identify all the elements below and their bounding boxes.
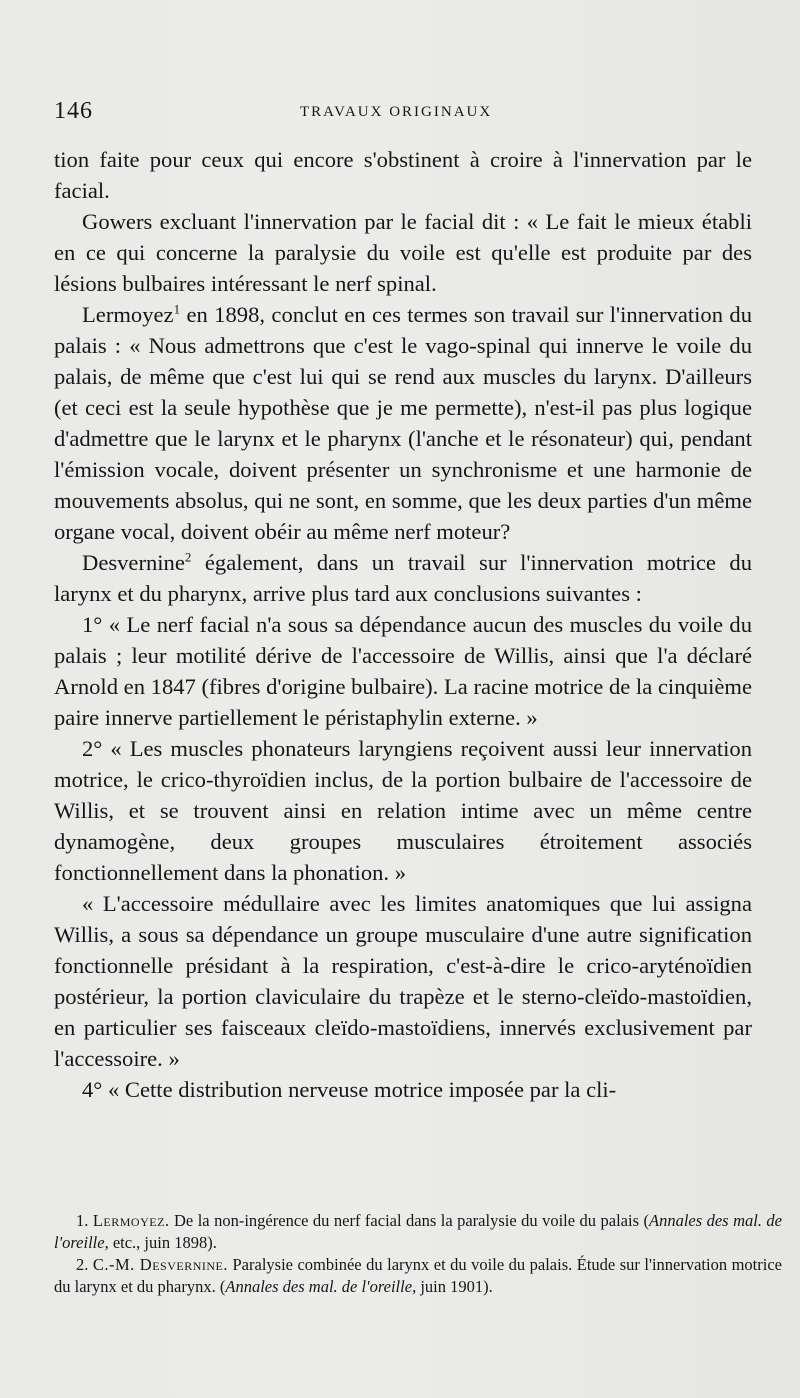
paragraph: « L'accessoire médullaire avec les limites anatomiques que lui assigna Willis, a sous sa dépendance un groupe musculaire d'une autre signification fonctionnelle présidant à la respiration, c'est-à-dire le crico-aryténoïdien postérieur, la portion claviculaire du trapèze et le sterno-cleïdo-mastoïdien, en particulier ses faisceaux cleïdo-mastoïdiens, innervés exclusivement par l'accessoire. » [54,891,752,1071]
journal-title: Annales des mal. de l'oreille [225,1277,413,1296]
paragraph: Lermoyez$^1$ en 1898, conclut en ces termes son travail sur l'innervation du palais : « Nous admettrons que c'est le vago-spinal qui innerve le voile du palais, de même que c'est lui qui se rend aux muscles du larynx. D'ailleurs (et ceci est la seule hypothèse que je me permette), n'est-il pas plus logique d'admettre que le larynx et le pharynx (l'anche et le résonateur) qui, pendant l'émission vocale, doivent présenter un synchronisme et une harmonie de mouvements absolus, qui ne sont, en somme, que les deux parties d'un même organe vocal, doivent obéir au même nerf moteur? [54,301,752,544]
journal-title: Annales des mal. de l'oreille [54,1211,782,1252]
footnote-author: C.-M. Desvernine. [92,1255,228,1274]
running-head: TRAVAUX ORIGINAUX [300,104,493,120]
footnote-ref: 2 [184,549,192,565]
paragraph: 2° « Les muscles phonateurs laryngiens reçoivent aussi leur innervation motrice, le crico-thyroïdien inclus, de la portion bulbaire de l'accessoire de Willis, et se trouvent ainsi en relation intime avec un même centre dynamogène, deux groupes musculaires étroitement associés fonctionnellement dans la phonation. » [54,736,752,885]
paragraph: 1° « Le nerf facial n'a sous sa dépendance aucun des muscles du voile du palais ; leur motilité dérive de l'accessoire de Willis, ainsi que l'a déclaré Arnold en 1847 (fibres d'origine bulbaire). La racine motrice de la cinquième paire innerve partiellement le péristaphylin externe. » [54,612,752,730]
footnote-ref: 1 [173,301,181,317]
page-number: 146 [54,98,93,124]
footnote: 2. C.-M. Desvernine. Paralysie combinée du larynx et du voile du palais. Étude sur l'innervation motrice du larynx et du pharynx. (Annales des mal. de l'oreille, juin 1901). [54,1255,782,1296]
paragraph: tion faite pour ceux qui encore s'obstinent à croire à l'innervation par le facial. [54,147,752,203]
author-name: Desvernine [82,550,185,575]
author-name: Lermoyez [82,302,174,327]
paragraph: Desvernine$^2$ également, dans un travail sur l'innervation motrice du larynx et du pharynx, arrive plus tard aux conclusions suivantes : [54,549,752,606]
footnote-author: Lermoyez. [92,1211,170,1230]
footnote: 1. Lermoyez. De la non-ingérence du nerf facial dans la paralysie du voile du palais (Annales des mal. de l'oreille, etc., juin 1898). [54,1211,782,1252]
page-header [54,98,754,130]
paragraph: Gowers excluant l'innervation par le facial dit : « Le fait le mieux établi en ce qui concerne la paralysie du voile est qu'elle est produite par des lésions bulbaires intéressant le nerf spinal. [54,209,752,296]
footnotes [54,1210,782,1298]
paragraph: 4° « Cette distribution nerveuse motrice imposée par la cli- [82,1077,617,1102]
body-text [54,144,752,1105]
